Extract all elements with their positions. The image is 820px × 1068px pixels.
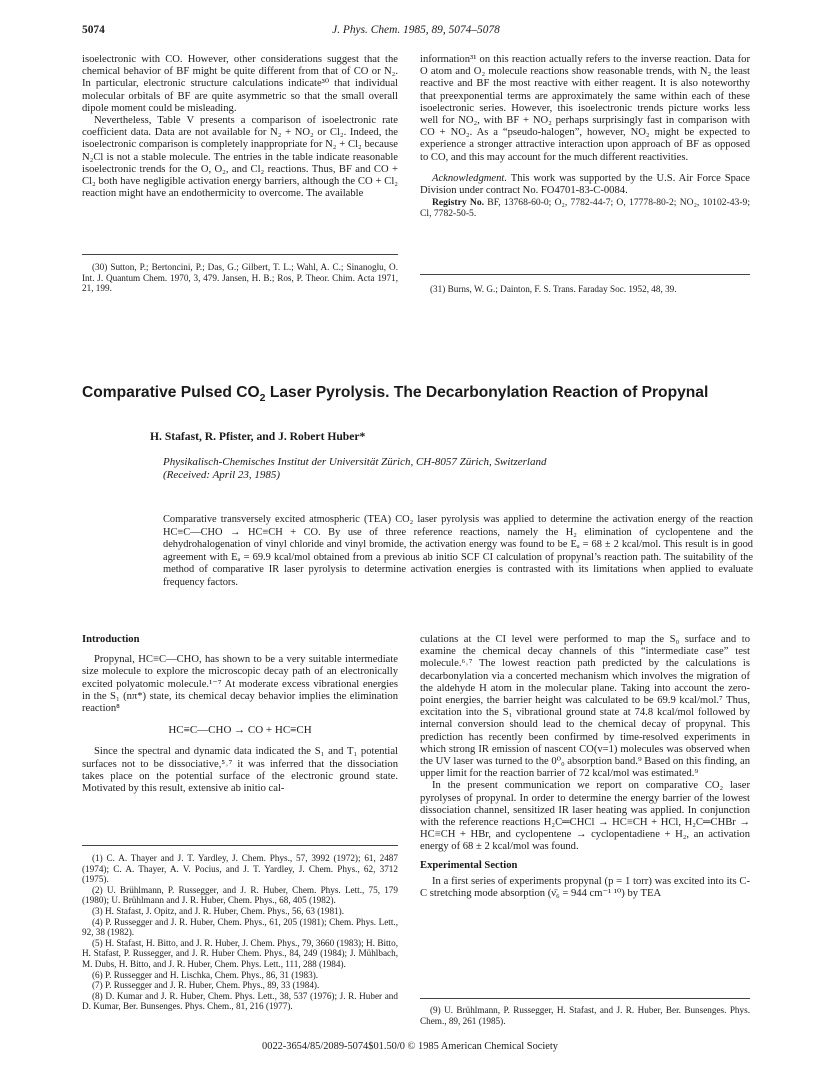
page-header: [82, 24, 750, 40]
footnote: (8) D. Kumar and J. R. Huber, Chem. Phys. Lett., 38, 537 (1976); J. R. Huber and D. Kumar, Ber. Bunsenges. Phys. Chem., 81, 216 (1977).: [82, 990, 398, 1012]
footnote-divider: [420, 274, 750, 275]
footnote-text: (31) Burns, W. G.; Dainton, F. S. Trans. Faraday Soc. 1952, 48, 39.: [430, 284, 677, 294]
registry-label: Registry No.: [432, 197, 485, 209]
paragraph: Since the spectral and dynamic data indicated the S₁ and T₁ potential surfaces not to be dissociative,⁵˒⁷ it was inferred that the dissociation takes place on the potential surface of the electronic ground state. Motivated by this result, extensive ab initio cal-: [82, 746, 398, 795]
article-affiliation: [163, 456, 546, 483]
paragraph: culations at the CI level were performed to map the S₀ surface and to examine the chemical decay channels of this “intermediate case” test molecule.⁶˒⁷ The lowest reaction path predicted by the calculations is decarbonylation via a concerted mechanism which involves the migration of the aldehyde H atom in the molecular plane. Taking into account the zero-point energies, the barrier height was calculated to be 69.9 kcal/mol.⁷ Thus, excitation into the S₁ vibrational ground state at 74.8 kcal/mol followed by internal conversion should lead to the chemical decay of propynal. This prediction has recently been confirmed by time-resolved experiments in which strong IR emission of nascent CO(v=1) molecules was observed when the UV laser was turned to the 0⁰₀ absorption band.⁹ Based on this finding, an upper limit for the reaction barrier of 72 kcal/mol was estimated.⁹: [420, 634, 750, 780]
registry-numbers: [420, 197, 750, 219]
footnote: (1) C. A. Thayer and J. T. Yardley, J. Chem. Phys., 57, 3992 (1972); 61, 2487 (1974); C. A. Thayer, A. V. Pocius, and J. T. Yardley, J. Chem. Phys., 62, 3712 (1975).: [82, 853, 398, 885]
paragraph: information³¹ on this reaction actually refers to the inverse reaction. Data for O atom and O₂ molecule reactions show reasonable trends, with N₂ the least reactive and BF the most reactive with either reagent. It is also noteworthy that preexponential terms are approximately the same within each of these isoelectronic series. However, this isoelectronic trends picture works less well for NO₂, with BF + NO₂ perhaps surprisingly fast in comparison with CO + NO₂. As a “pseudo-halogen”, however, NO₂ might be expected to experience a stronger attractive interaction upon approach of BF as opposed to CO, and this may account for the much different reactivities.: [420, 54, 750, 163]
paragraph: In a first series of experiments propynal (p = 1 torr) was excited into its C-C stretching mode absorption (ν̄₆ = 944 cm⁻¹ ¹⁰) by TEA: [420, 875, 750, 900]
paragraph: Nevertheless, Table V presents a comparison of isoelectronic rate coefficient data. Data are not available for N₂ + NO₂ or Cl₂. Indeed, the isoelectronic comparison is completely inappropriate for N₂ + Cl₂ because N₂Cl is not a stable molecule. The entries in the table indicate reasonable isoelectronic trends for the O, O₂, and Cl₂ reactions. Thus, BF and CO + Cl₂ both have negligible activation energy barriers, although the CO + Cl₂ reaction might have an endothermicity to overcome. The available: [82, 115, 398, 200]
title-text: Comparative Pulsed CO: [82, 384, 260, 401]
paragraph: isoelectronic with CO. However, other considerations suggest that the chemical behavior of BF might be quite different from that of CO or N₂. In particular, electronic structure calculations indicate³⁰ that individual molecular orbitals of BF are quite asymmetric so that the small overall dipole moment could be misleading.: [82, 54, 398, 114]
footnote-divider: [82, 845, 398, 846]
title-subscript: 2: [259, 392, 266, 405]
reaction-equation: HC≡C—CHO → CO + HC≡CH: [168, 724, 312, 737]
acknowledgment: [420, 173, 750, 197]
footnote: (4) P. Russegger and J. R. Huber, Chem. Phys., 61, 205 (1981); Chem. Phys. Lett., 92, 38 (1982).: [82, 916, 398, 938]
footnote: (2) U. Brühlmann, P. Russegger, and J. R. Huber, Chem. Phys. Lett., 75, 179 (1980); U. Brühlmann and J. R. Huber, Chem. Phys., 68, 405 (1982).: [82, 884, 398, 906]
footnote-divider: [82, 254, 398, 255]
footnote-text: (30) Sutton, P.; Bertoncini, P.; Das, G.; Gilbert, T. L.; Wahl, A. C.; Sinanoglu, O. Int. J. Quantum Chem. 1970, 3, 479. Jansen, H. B.; Ros, P. Theor. Chim. Acta 1971, 21, 199.: [82, 262, 398, 294]
left-column-body: [82, 634, 398, 795]
section-heading-experimental: Experimental Section: [420, 859, 518, 871]
section-heading-introduction: Introduction: [82, 634, 140, 645]
affiliation-text: Physikalisch-Chemisches Institut der Universität Zürich, CH-8057 Zürich, Switzerland: [163, 456, 547, 468]
acknowledgment-text: This work was supported by the U.S. Air Force Space Division under contract No. FO4701-83-C-0084.: [420, 172, 750, 197]
footnote: (7) P. Russegger and J. R. Huber, Chem. Phys., 89, 33 (1984).: [92, 980, 320, 991]
journal-citation: J. Phys. Chem. 1985, 89, 5074–5078: [332, 24, 500, 36]
footnote: (5) H. Stafast, H. Bitto, and J. R. Huber, J. Chem. Phys., 79, 3660 (1983); H. Bitto, H. Stafast, P. Russegger, and J. R. Huber Chem. Phys., 84, 249 (1984); J. Mühlbach, M. Dubs, H. Bitto, and J. R. Huber, Chem. Phys. Lett., 111, 288 (1984).: [82, 937, 398, 969]
footnote: (6) P. Russegger and H. Lischka, Chem. Phys., 86, 31 (1983).: [92, 969, 319, 980]
received-date: (Received: April 23, 1985): [163, 469, 281, 482]
article-title: [82, 384, 752, 404]
title-text: Laser Pyrolysis. The Decarbonylation Reaction of Propynal: [265, 384, 709, 401]
footnote-divider: [420, 998, 750, 999]
right-column-body: [420, 634, 750, 900]
paragraph: In the present communication we report on comparative CO₂ laser pyrolyses of propynal. In order to determine the energy barrier of the lowest dissociation channel, sensitized IR laser heating was applied. In conjunction with the reference reactions H₂C═CHCl → HC≡CH + HCl, H₂C═CHBr → HC≡CH + HBr, and cyclopentene → cyclopentadiene + H₂, an activation energy of 68 ± 2 kcal/mol was found.: [420, 780, 750, 853]
footnote: (3) H. Stafast, J. Opitz, and J. R. Huber, Chem. Phys., 56, 63 (1981).: [92, 905, 345, 916]
page-footer: 0022-3654/85/2089-5074$01.50/0 © 1985 American Chemical Society: [262, 1041, 558, 1052]
article-authors: H. Stafast, R. Pfister, and J. Robert Huber*: [150, 430, 366, 443]
footnote-text: (9) U. Brühlmann, P. Russegger, H. Stafast, and J. R. Huber, Ber. Bunsenges. Phys. Chem., 89, 261 (1985).: [420, 1005, 750, 1026]
footnote-31: [420, 284, 750, 295]
acknowledgment-label: Acknowledgment.: [432, 172, 508, 184]
page-number: 5074: [82, 24, 105, 36]
right-column-continuation: [420, 54, 750, 219]
footnotes-left: [82, 853, 398, 1012]
left-column-continuation: [82, 54, 398, 200]
footnote-30: [82, 262, 398, 294]
footnote-9: [420, 1005, 750, 1026]
paragraph: Propynal, HC≡C—CHO, has shown to be a very suitable intermediate size molecule to explore the microscopic decay path of an electronically excited polyatomic molecule.¹⁻⁷ At moderate excess vibrational energies in the S₁ (nπ*) state, its chemical decay behavior implies the elimination reaction⁸: [82, 654, 398, 715]
registry-text: BF, 13768-60-0; O₂, 7782-44-7; O, 17778-80-2; NO₂, 10102-43-9; Cl, 7782-50-5.: [420, 197, 751, 220]
article-abstract: Comparative transversely excited atmospheric (TEA) CO₂ laser pyrolysis was applied to determine the activation energy of the reaction HC≡C—CHO → HC≡CH + CO. By use of three reference reactions, namely the H₂ elimination of cyclopentene and the dehydrohalogenation of vinyl chloride and vinyl bromide, the activation energy was found to be Eₐ = 68 ± 2 kcal/mol. This result is in good agreement with Eₐ = 69.9 kcal/mol obtained from a previous ab initio SCF CI calculation of propynal’s reaction path. The suitability of the method of comparative IR laser pyrolysis to determine activation energies is contrasted with its limitations when applied to evaluate frequency factors.: [163, 514, 753, 588]
